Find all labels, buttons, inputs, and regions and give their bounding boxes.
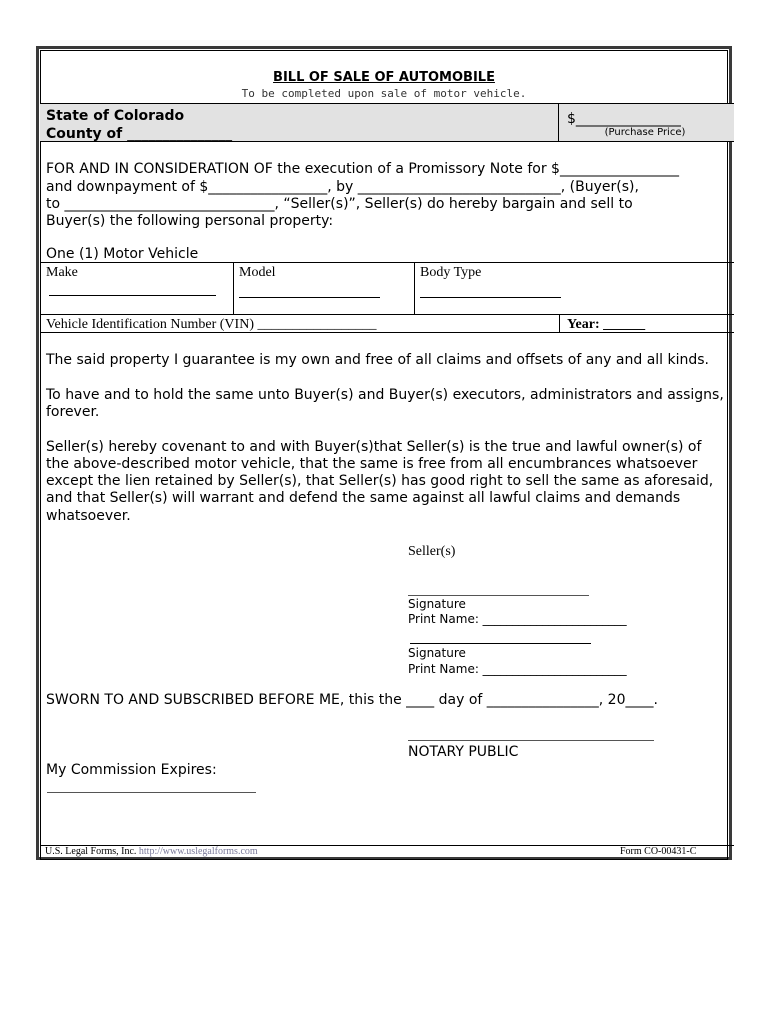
vehicle-col-divider-2: [414, 262, 415, 314]
signature-label-2: Signature: [408, 646, 466, 660]
form-number: Form CO-00431-C: [620, 846, 697, 857]
covenant-line-5: whatsoever.: [46, 508, 131, 524]
model-input-line[interactable]: [239, 297, 380, 298]
county-field[interactable]: County of _______________: [46, 126, 233, 142]
signature-label-1: Signature: [408, 597, 466, 611]
purchase-price-field[interactable]: $_______________: [567, 111, 681, 127]
vin-year-divider: [559, 314, 560, 332]
model-label: Model: [239, 265, 276, 280]
company-url-link[interactable]: http://www.uslegalforms.com: [138, 846, 258, 857]
form-subtitle: To be completed upon sale of motor vehicle.: [241, 87, 527, 100]
body-type-input-line[interactable]: [420, 297, 561, 298]
signature-line-2[interactable]: [410, 643, 591, 644]
vehicle-table-top-rule: [40, 262, 734, 263]
vehicle-table-mid-rule: [40, 314, 734, 315]
consideration-line-3[interactable]: to ______________________________, “Seller(s)”, Seller(s) do hereby bargain and sell to: [46, 196, 633, 212]
notary-public-label: NOTARY PUBLIC: [408, 744, 519, 760]
header-divider: [558, 103, 559, 142]
have-hold-line-1: To have and to hold the same unto Buyer(s) and Buyer(s) executors, administrators and assigns,: [46, 387, 724, 403]
consideration-line-2[interactable]: and downpayment of $_________________, by _____________________________, (Buyer(s),: [46, 179, 639, 195]
body-type-label: Body Type: [420, 265, 482, 280]
footer-company: [45, 846, 258, 857]
print-name-field-1[interactable]: Print Name: ________________________: [408, 612, 627, 626]
consideration-line-4: Buyer(s) the following personal property:: [46, 213, 334, 229]
state-label: State of Colorado: [46, 108, 185, 124]
vehicle-heading: One (1) Motor Vehicle: [46, 246, 199, 262]
make-label: Make: [46, 265, 78, 280]
form-title: BILL OF SALE OF AUTOMOBILE: [273, 70, 495, 85]
purchase-price-caption: (Purchase Price): [604, 127, 686, 138]
commission-expires-line[interactable]: [47, 792, 256, 793]
signature-line-1[interactable]: [408, 595, 589, 596]
make-input-line[interactable]: [49, 295, 216, 296]
year-label: Year:: [567, 317, 600, 332]
covenant-line-1: Seller(s) hereby covenant to and with Buyer(s)that Seller(s) is the true and lawful owner(s) of: [46, 439, 702, 455]
covenant-line-3: except the lien retained by Seller(s), that Seller(s) has good right to sell the same as aforesaid,: [46, 473, 714, 489]
notary-signature-line[interactable]: [408, 740, 654, 741]
vin-field[interactable]: Vehicle Identification Number (VIN) _________________: [46, 317, 377, 332]
sellers-heading: Seller(s): [408, 544, 456, 559]
covenant-line-2: the above-described motor vehicle, that the same is free from all encumbrances whatsoever: [46, 456, 698, 472]
guarantee-text: The said property I guarantee is my own and free of all claims and offsets of any and all kinds.: [46, 352, 710, 368]
company-name: U.S. Legal Forms, Inc.: [45, 846, 137, 857]
consideration-line-1[interactable]: FOR AND IN CONSIDERATION OF the execution of a Promissory Note for $_________________: [46, 161, 679, 177]
sworn-statement[interactable]: SWORN TO AND SUBSCRIBED BEFORE ME, this the ____ day of ________________, 20____.: [46, 692, 658, 708]
year-field[interactable]: ______: [603, 317, 646, 332]
print-name-field-2[interactable]: Print Name: ________________________: [408, 662, 627, 676]
have-hold-line-2: forever.: [46, 404, 100, 420]
vehicle-col-divider-1: [233, 262, 234, 314]
commission-expires-label: My Commission Expires:: [46, 762, 217, 778]
vehicle-table-bottom-rule: [40, 332, 734, 333]
covenant-line-4: and that Seller(s) will warrant and defend the same against all lawful claims and demands: [46, 490, 681, 506]
